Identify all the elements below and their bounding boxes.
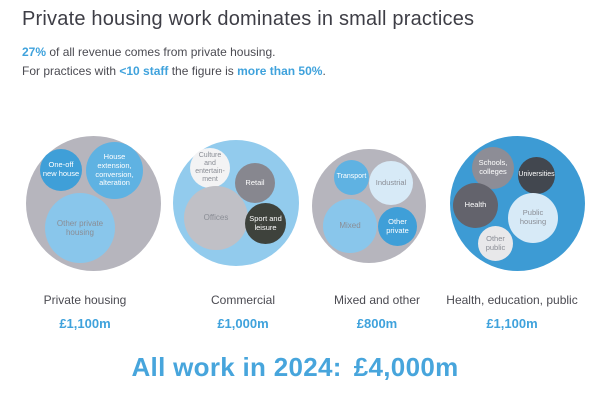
subtitle-accent-27: 27% (22, 45, 47, 59)
bubble-health-label: Health (464, 200, 487, 210)
bubble-sport-leisure (245, 203, 286, 244)
bubble-house-extension (86, 142, 143, 199)
bubble-industrial-label: Industrial (375, 177, 407, 187)
category-label: Private housing (43, 293, 127, 307)
bubble-group-private-housing (26, 136, 161, 271)
category-value: £1,100m (486, 316, 538, 331)
bubble-group-mixed-other (312, 149, 426, 263)
bubble-one-off-new-house-label: One-off new house (42, 160, 80, 178)
category-value: £1,000m (217, 316, 269, 331)
bubble-group-health-education-public (450, 136, 585, 271)
bubble-culture-entertainment (190, 148, 230, 188)
bubble-universities-label: Universities (518, 171, 555, 179)
subtitle-line2 (22, 62, 326, 81)
total-line (0, 352, 590, 383)
bubble-offices (184, 186, 248, 250)
bubble-industrial (369, 161, 413, 205)
subtitle-line2-pre: For practices with (22, 64, 120, 78)
category-label: Commercial (210, 293, 275, 307)
bubble-schools-colleges-label: Schools, colleges (478, 158, 508, 176)
bubble-retail (235, 163, 275, 203)
bubble-health (453, 183, 498, 228)
bubble-culture-entertainment-label: Culture and entertain-ment (195, 151, 225, 184)
bubble-other-public (478, 226, 513, 261)
bubble-other-private-label: Other private (386, 216, 409, 235)
bubble-one-off-new-house (40, 149, 82, 191)
subtitle-line2-mid: the figure is (168, 64, 238, 78)
page-title: Private housing work dominates in small practices (22, 8, 475, 30)
column-label-private-housing (0, 293, 170, 331)
bubble-group-commercial (173, 140, 299, 266)
bubble-other-private-housing-label: Other private housing (56, 218, 104, 237)
bubble-offices-label: Offices (203, 213, 229, 223)
subtitle-line1-rest: of all revenue comes from private housing. (46, 45, 276, 59)
bubble-house-extension-label: House extension, conversion, alteration (95, 151, 134, 188)
category-label: Mixed and other (333, 293, 421, 307)
bubble-retail-label: Retail (245, 177, 265, 187)
column-label-health-education-public (427, 293, 597, 331)
bubble-mixed-label: Mixed (339, 221, 361, 231)
bubble-sport-leisure-label: Sport and leisure (249, 213, 282, 232)
bubble-mixed (323, 199, 377, 253)
bubble-other-private (378, 207, 417, 246)
bubble-universities (518, 157, 555, 194)
subtitle-accent-staff: <10 staff (119, 64, 169, 78)
subtitle-line1 (22, 43, 326, 62)
subtitle-line2-end: . (322, 64, 326, 78)
total-label: All work in 2024: (131, 352, 342, 382)
subtitle-accent-50pct: more than 50% (237, 64, 323, 78)
bubble-other-public-label: Other public (485, 233, 506, 252)
bubble-transport (334, 160, 369, 195)
category-value: £1,100m (59, 316, 111, 331)
total-value: £4,000m (353, 352, 459, 382)
bubble-other-private-housing (45, 193, 115, 263)
subtitle (22, 43, 326, 81)
category-value: £800m (356, 316, 398, 331)
bubble-public-housing-label: Public housing (519, 208, 547, 226)
bubble-public-housing (508, 193, 558, 243)
category-label: Health, education, public (446, 293, 578, 307)
bubble-transport-label: Transport (336, 173, 367, 181)
